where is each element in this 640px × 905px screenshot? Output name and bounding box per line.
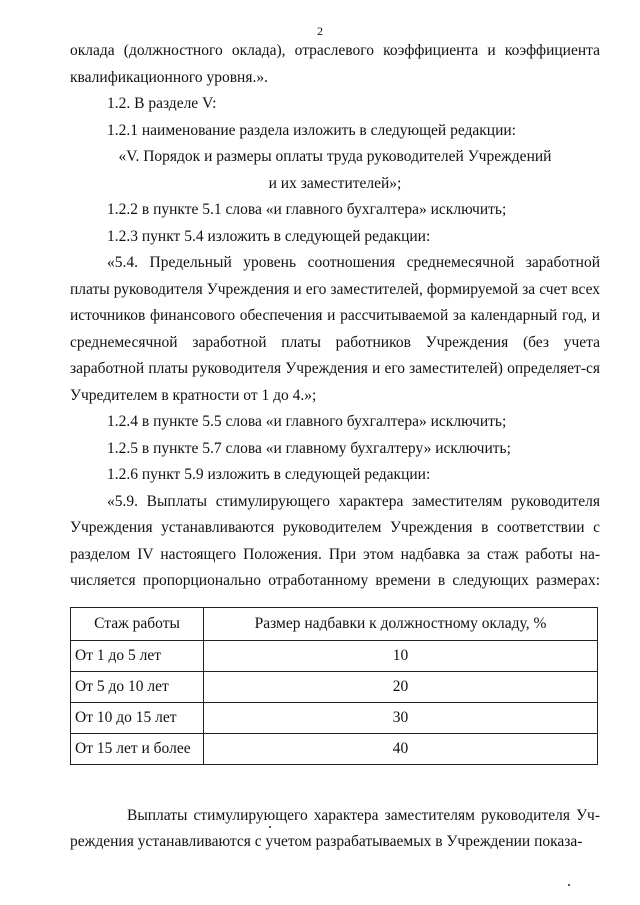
table-cell-percent: 20 (204, 671, 598, 702)
paragraph-1-2-6: 1.2.6 пункт 5.9 изложить в следующей редакции: (107, 466, 431, 483)
section-title-line-2: и их заместителей»; (268, 174, 402, 192)
table-cell-percent: 10 (204, 640, 598, 671)
table-header-row (71, 607, 598, 640)
table-cell-experience: От 1 до 5 лет (71, 640, 204, 671)
table-cell-percent: 30 (204, 702, 598, 733)
paragraph-continuation: оклада (должностного оклада), отраслевого коэффициента и коэффициента квалификационного уровня.». (70, 42, 600, 86)
table-cell-experience: От 10 до 15 лет (71, 702, 204, 733)
table-row (71, 640, 598, 671)
table-cell-experience: От 5 до 10 лет (71, 671, 204, 702)
paragraph-1-2-3: 1.2.3 пункт 5.4 изложить в следующей редакции: (107, 227, 431, 245)
table-row (71, 733, 598, 764)
paragraph-1-2: 1.2. В разделе V: (107, 95, 217, 112)
paragraph-1-2-2: 1.2.2 в пункте 5.1 слова «и главного бухгалтера» исключить; (107, 201, 507, 218)
seniority-bonus-table (70, 607, 598, 765)
paragraph-1-2-1: 1.2.1 наименование раздела изложить в следующей редакции: (107, 121, 516, 139)
table-header-cell: Стаж работы (71, 607, 204, 640)
table-cell-percent: 40 (204, 733, 598, 764)
paragraph-1-2-4: 1.2.4 в пункте 5.5 слова «и главного бухгалтера» исключить; (107, 413, 507, 430)
table-row (71, 671, 598, 702)
section-title-line-1: «V. Порядок и размеры оплаты труда руководителей Учреждений (118, 148, 552, 165)
table-row (71, 702, 598, 733)
paragraph-after-table: Выплаты стимулирующего характера заместителям руководителя Уч-реждения устанавливаются с учетом разрабатываемых в Учреждении показа- (70, 806, 600, 850)
scan-speck (568, 884, 570, 886)
page-number: 2 (317, 24, 323, 38)
scan-speck (269, 826, 271, 828)
paragraph-5-4: «5.4. Предельный уровень соотношения среднемесячной заработной платы руководителя Учреждения и его заместителей, формируемой за счет всех источников финансового обеспечения и рассчитываемой за календарный год, и среднемесячной заработной платы работников Учреждения (без учета заработной платы руководителя Учреждения и его заместителей) определяет-ся Учредителем в кратности от 1 до 4.»; (70, 254, 600, 404)
paragraph-1-2-5: 1.2.5 в пункте 5.7 слова «и главному бухгалтеру» исключить; (107, 439, 511, 457)
paragraph-5-9: «5.9. Выплаты стимулирующего характера заместителям руководителя Учреждения устанавливаются руководителем Учреждения в соответствии с разделом IV настоящего Положения. При этом надбавка за стаж работы на-числяется пропорционально отработанному времени в следующих размерах: (70, 492, 600, 589)
table-cell-experience: От 15 лет и более (71, 733, 204, 764)
table-header-cell: Размер надбавки к должностному окладу, % (204, 607, 598, 640)
document-body (70, 38, 600, 856)
